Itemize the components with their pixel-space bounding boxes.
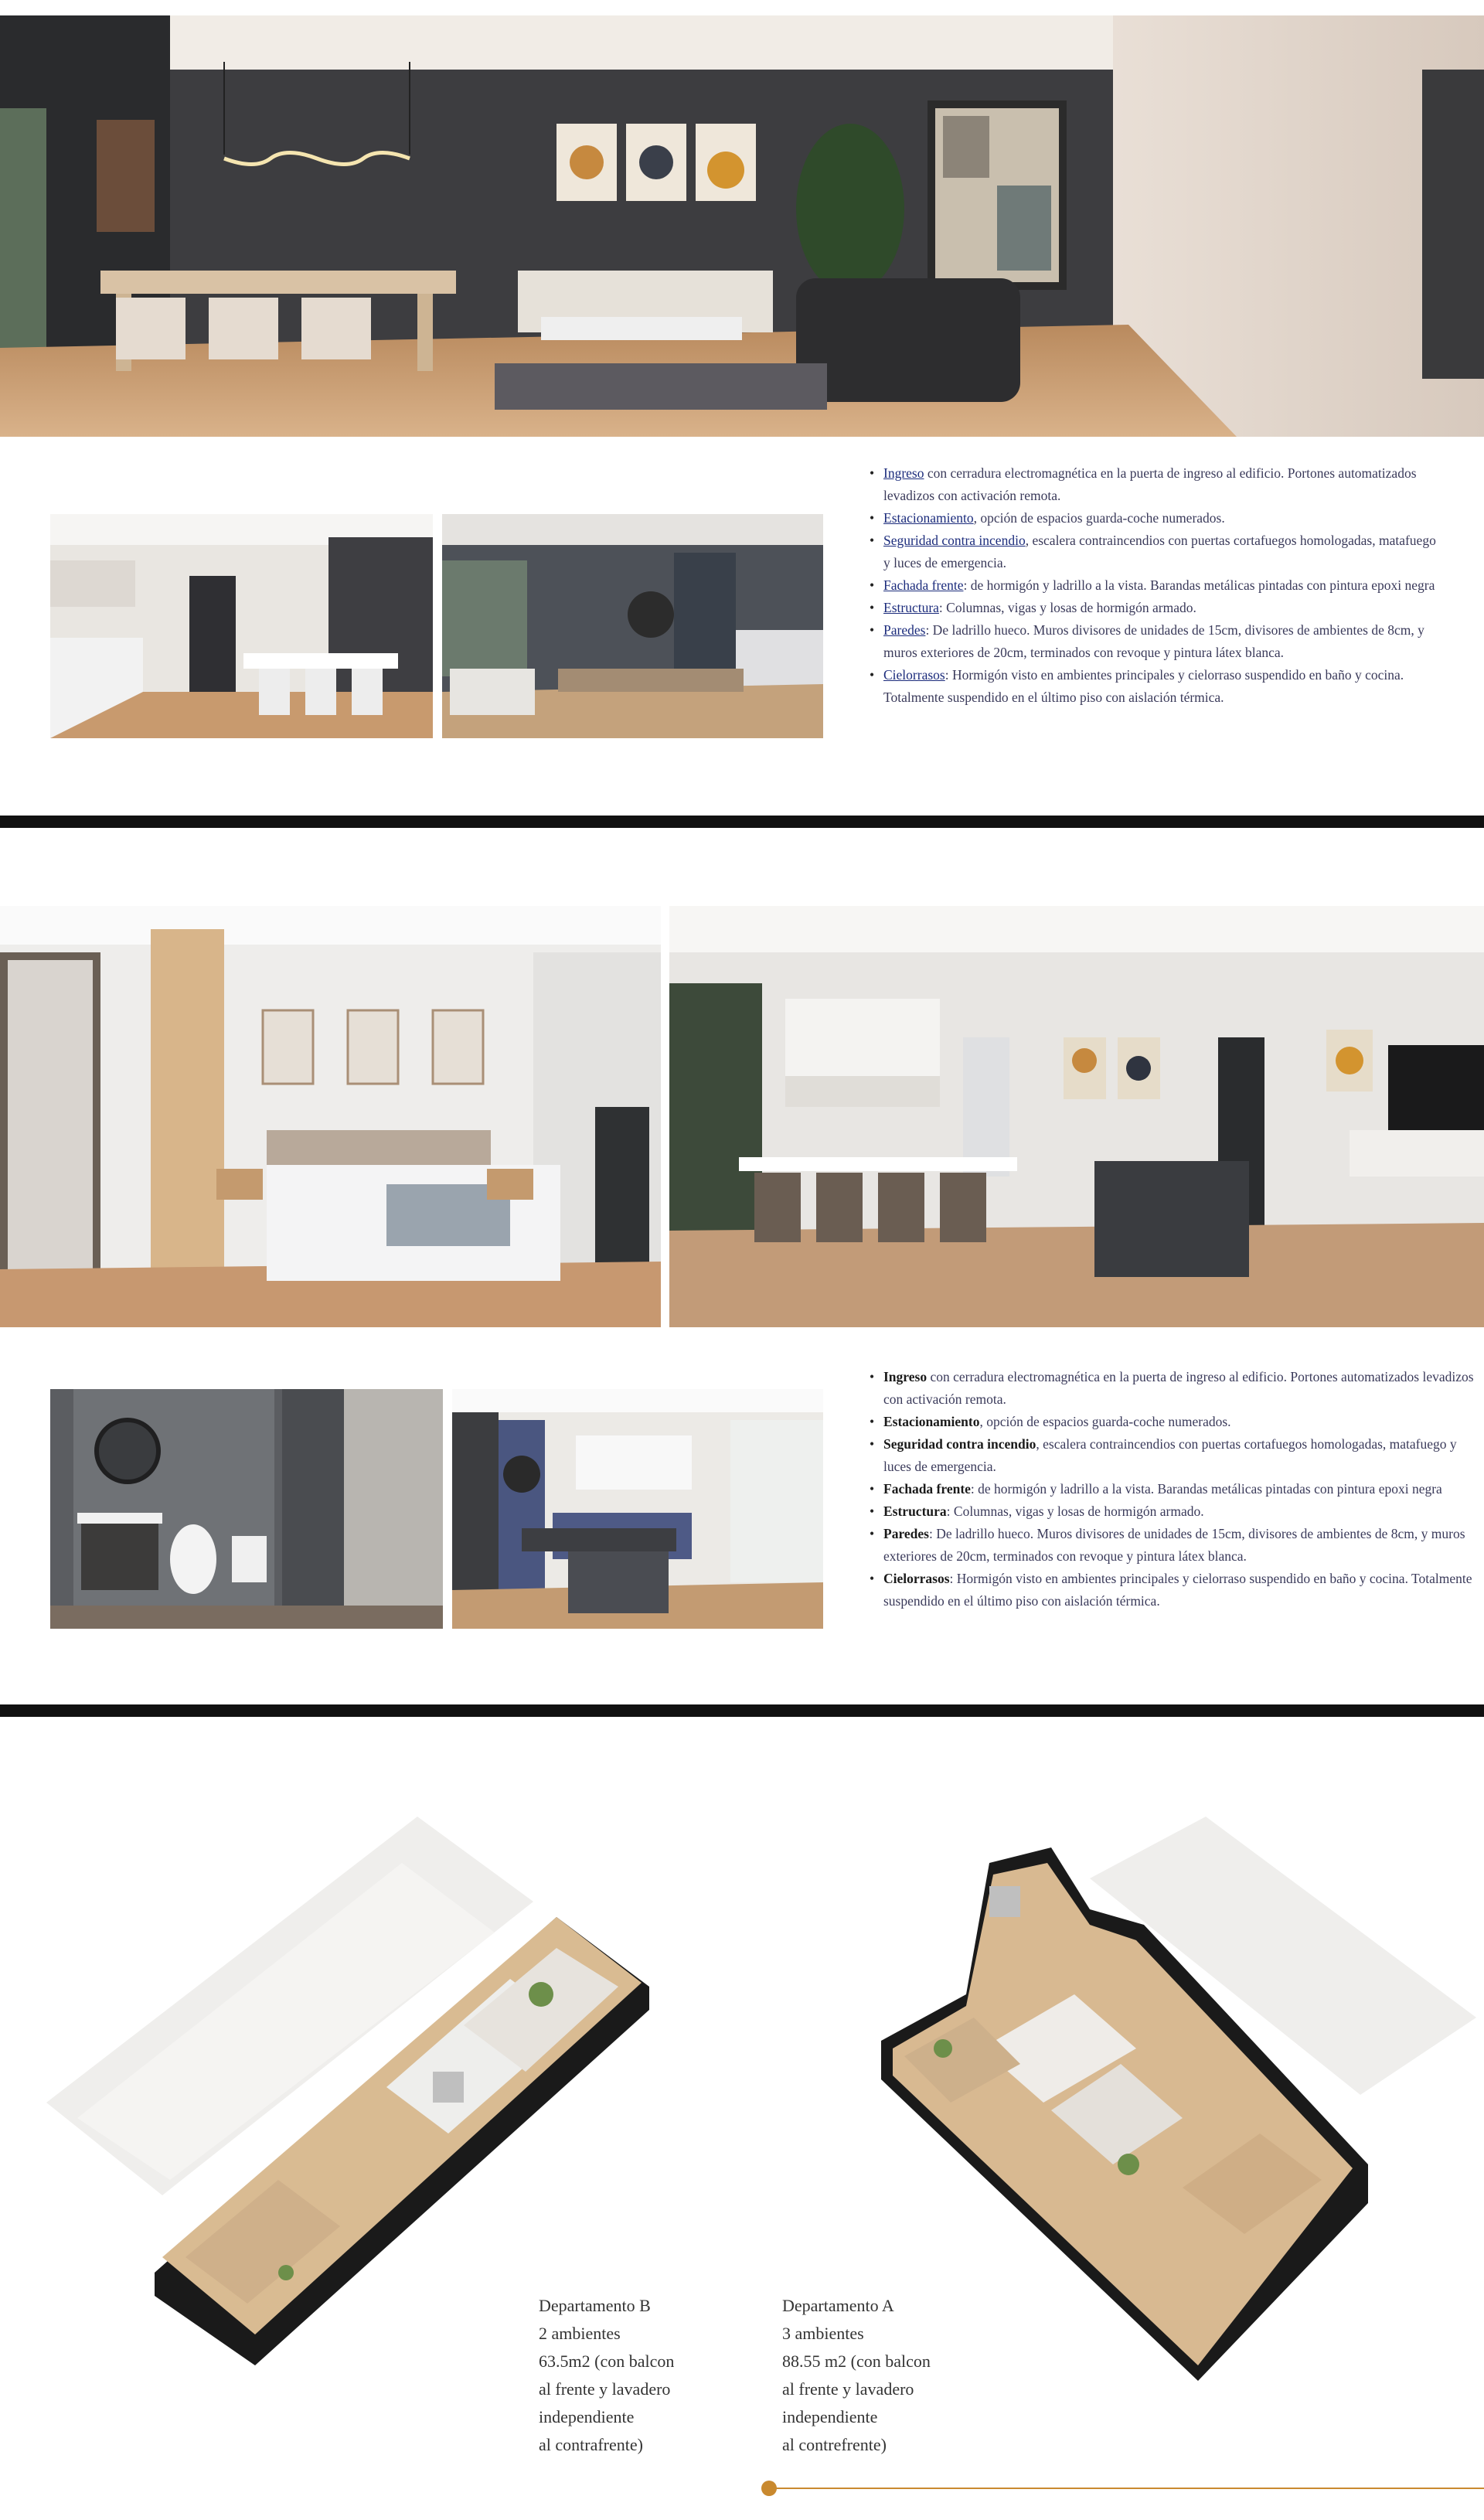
hero-living-room-image (0, 15, 1484, 437)
dept-b-line: independiente (539, 2407, 635, 2426)
feature-item (870, 1433, 1480, 1478)
feature-item (870, 530, 1441, 574)
feature-key: Estructura (883, 1503, 947, 1519)
feature-key: Paredes (883, 622, 926, 638)
dept-a-title: Departamento A (782, 2296, 894, 2315)
feature-text: con cerradura electromagnética en la puerta de ingreso al edificio. Portones automatizados levadizos con activación remota. (883, 465, 1417, 503)
feature-item (870, 574, 1441, 597)
feature-key: Fachada frente (883, 1481, 971, 1497)
bedroom-photo (0, 906, 661, 1327)
feature-text: : Columnas, vigas y losas de hormigón armado. (946, 1503, 1204, 1519)
feature-key: Estructura (883, 600, 939, 615)
feature-key: Cielorrasos (883, 1571, 950, 1586)
feature-text: , escalera contraincendios con puertas cortafuegos homologadas, matafuego y luces de emergencia. (883, 533, 1436, 570)
dept-a-area: 88.55 m2 (con balcon (782, 2351, 931, 2371)
dept-b-title: Departamento B (539, 2296, 651, 2315)
dept-b-caption (539, 2292, 732, 2459)
features-list-2 (870, 1366, 1480, 1612)
feature-item (870, 1478, 1480, 1500)
feature-key: Estacionamiento (883, 510, 974, 526)
feature-item (870, 1523, 1480, 1568)
feature-text: : de hormigón y ladrillo a la vista. Barandas metálicas pintadas con pintura epoxi negra (970, 1481, 1442, 1497)
feature-item (870, 1500, 1480, 1523)
feature-key: Seguridad contra incendio (883, 1436, 1036, 1452)
feature-item (870, 462, 1441, 507)
dept-b-rooms: 2 ambientes (539, 2324, 621, 2343)
bathroom-photo (50, 1389, 443, 1629)
feature-item (870, 1568, 1480, 1612)
dept-a-line: al frente y lavadero (782, 2379, 914, 2399)
feature-item (870, 664, 1441, 709)
feature-key: Ingreso (883, 465, 924, 481)
feature-item (870, 507, 1441, 530)
accent-line (769, 2488, 1484, 2489)
feature-item (870, 619, 1441, 664)
feature-text: , opción de espacios guarda-coche numerados. (979, 1414, 1231, 1429)
living-kitchen-night-photo (442, 514, 823, 738)
feature-key: Paredes (883, 1526, 929, 1541)
dept-b-area: 63.5m2 (con balcon (539, 2351, 675, 2371)
dept-a-line: independiente (782, 2407, 878, 2426)
section-divider (0, 1704, 1484, 1717)
feature-text: : Hormigón visto en ambientes principales y cielorraso suspendido en baño y cocina. Totalmente suspendido en el último piso con aislación térmica. (883, 667, 1404, 705)
feature-key: Fachada frente (883, 577, 964, 593)
feature-item (870, 1411, 1480, 1433)
dept-a-caption (782, 2292, 983, 2459)
kitchen-island-photo (452, 1389, 823, 1629)
dept-b-line: al frente y lavadero (539, 2379, 671, 2399)
dept-b-line: al contrafrente) (539, 2435, 643, 2454)
kitchen-dining-living-photo (669, 906, 1484, 1327)
feature-text: : De ladrillo hueco. Muros divisores de unidades de 15cm, divisores de ambientes de 8cm, y muros exteriores de 20cm, terminados con revoque y pintura látex blanca. (883, 622, 1424, 660)
feature-text: : Columnas, vigas y losas de hormigón armado. (938, 600, 1196, 615)
accent-dot (761, 2481, 777, 2496)
dept-a-rooms: 3 ambientes (782, 2324, 864, 2343)
dept-a-line: al contrefrente) (782, 2435, 887, 2454)
feature-key: Ingreso (883, 1369, 928, 1384)
kitchen-dining-photo (50, 514, 433, 738)
section-divider (0, 816, 1484, 828)
feature-text: con cerradura electromagnética en la puerta de ingreso al edificio. Portones automatizados levadizos con activación remota. (883, 1369, 1474, 1407)
feature-text: , opción de espacios guarda-coche numerados. (973, 510, 1225, 526)
feature-text: : Hormigón visto en ambientes principales y cielorraso suspendido en baño y cocina. Totalmente suspendido en el último piso con aislación térmica. (883, 1571, 1472, 1609)
features-list-1 (870, 462, 1441, 709)
feature-key: Seguridad contra incendio (883, 533, 1026, 548)
feature-text: , escalera contraincendios con puertas cortafuegos homologadas, matafuego y luces de emergencia. (883, 1436, 1457, 1474)
feature-text: : De ladrillo hueco. Muros divisores de unidades de 15cm, divisores de ambientes de 8cm, y muros exteriores de 20cm, terminados con revoque y pintura látex blanca. (883, 1526, 1465, 1564)
feature-key: Cielorrasos (883, 667, 945, 683)
feature-item (870, 1366, 1480, 1411)
feature-item (870, 597, 1441, 619)
feature-text: : de hormigón y ladrillo a la vista. Barandas metálicas pintadas con pintura epoxi negra (963, 577, 1435, 593)
feature-key: Estacionamiento (883, 1414, 980, 1429)
